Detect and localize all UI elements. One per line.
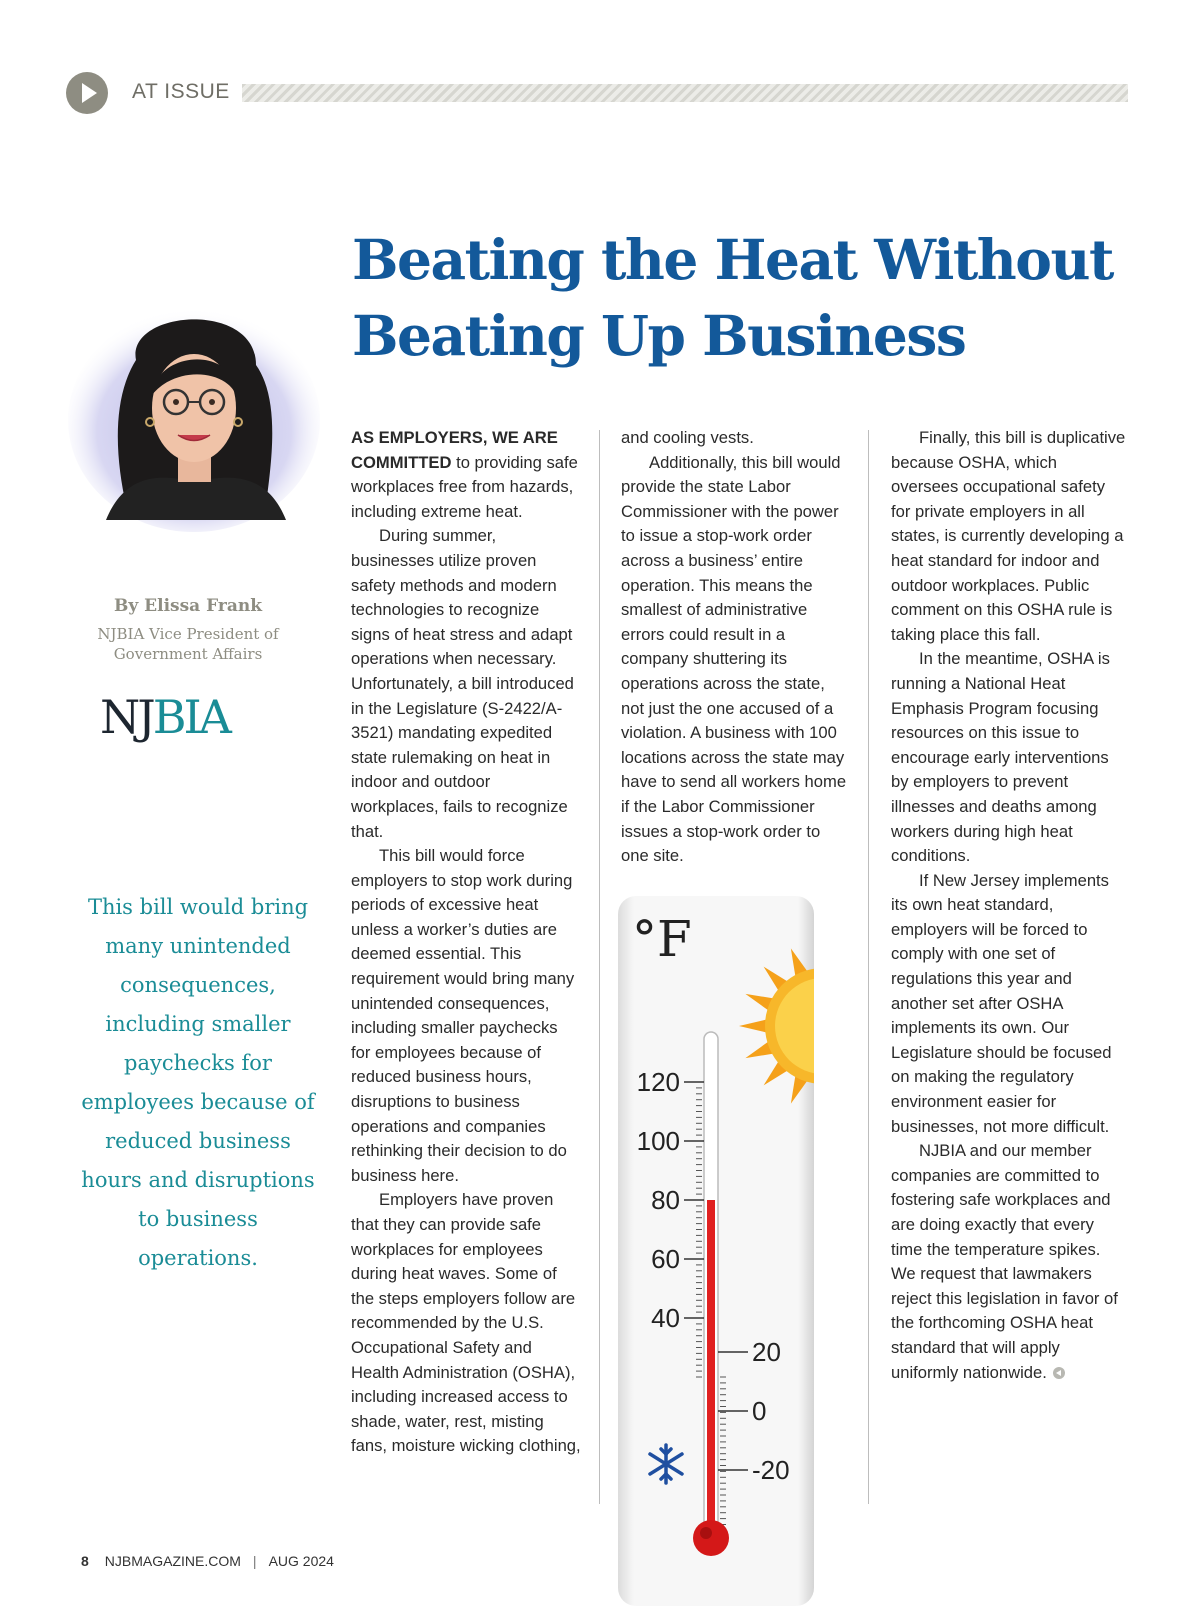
author-title (60, 624, 316, 664)
author-portrait (66, 290, 320, 540)
paragraph: In the meantime, OSHA is running a National Heat Emphasis Program focusing resources on this issue to encourage early interventions by employers to prevent illnesses and deaths among workers during high heat conditions. (891, 649, 1110, 866)
end-mark-icon (1053, 1367, 1065, 1379)
thermometer-illustration (618, 896, 858, 1606)
section-header (66, 70, 1128, 114)
sun-ray (816, 1082, 829, 1110)
author-name: By Elissa Frank (114, 596, 262, 616)
page-footer (81, 1553, 334, 1569)
tick-label: 80 (651, 1185, 680, 1215)
lead-in-caps: AS EMPLOYERS, WE ARE COMMITTED (351, 428, 558, 472)
paragraph-text: to providing safe workplaces free from hazards, including extreme heat. (351, 452, 578, 521)
paragraph: This bill would force employers to stop work during periods of excessive heat unless a worker’s duties are deemed essential. This requirement would bring many unintended consequences, including smaller paychecks for employees because of reduced business hours, disruptions to business operations and companies rethinking their decision to do business here. (351, 846, 575, 1185)
article-column-1 (351, 426, 581, 1459)
article-headline (352, 222, 1132, 374)
tick-label: 60 (651, 1244, 680, 1274)
tick-label: 100 (636, 1126, 680, 1156)
footer-issue: AUG 2024 (268, 1553, 334, 1569)
paragraph: Finally, this bill is duplicative because OSHA, which oversees occupational safety for private employers in all states, is currently developing a heat standard for indoor and outdoor workplaces. Public comment on this OSHA rule is taking place this fall. (891, 428, 1126, 644)
paragraph: Additionally, this bill would provide the state Labor Commissioner with the power to issue a stop-work order across a business’ entire operation. This means the smallest of administrative errors could result in a company shuttering its operations across the state, not just the one accused of a violation. A business with 100 locations across the state may have to send all workers home if the Labor Commissioner issues a stop-work order to one site. (621, 452, 847, 866)
logo-nj: NJ (100, 690, 153, 744)
section-label: AT ISSUE (132, 80, 230, 103)
byline (60, 596, 316, 664)
article-column-3 (891, 426, 1126, 1385)
headline-line-1: Beating the Heat Without (352, 227, 1113, 292)
sun-ray (816, 942, 829, 970)
logo-bia: BIA (152, 690, 229, 744)
headline-line-2: Beating Up Business (352, 303, 966, 368)
paragraph (891, 1139, 1126, 1385)
tick-label: 40 (651, 1303, 680, 1333)
paragraph-text: NJBIA and our member companies are committed to fostering safe workplaces and are doing exactly that every time the temperature spikes. We request that lawmakers reject this legislation in favor of the forthcoming OSHA heat standard that will apply uniformly nationwide. (891, 1141, 1118, 1382)
footer-separator: | (252, 1553, 257, 1569)
tick-label: 0 (752, 1396, 767, 1426)
njbia-logo (100, 690, 290, 750)
tick-label: -20 (752, 1455, 790, 1485)
tick-label: 20 (752, 1337, 781, 1367)
author-title-line-2: Government Affairs (113, 645, 263, 663)
sun-ray (838, 948, 855, 977)
paragraph (351, 426, 581, 524)
column-divider (599, 430, 600, 1504)
author-title-line-1: NJBIA Vice President of (97, 625, 279, 643)
unit-label: °F (632, 910, 692, 968)
pull-quote: This bill would bring many unintended consequences, including smaller paychecks for employees because of reduced business hours and disruptions to business operations. (81, 895, 315, 1270)
paragraph: If New Jersey implements its own heat standard, employers will be forced to comply with one set of regulations this year and another set after OSHA implements its own. Our Legislature should be focused on making the regulatory environment easier for businesses, not more difficult. (891, 870, 1112, 1136)
thermometer-bulb (693, 1520, 729, 1556)
footer-site: NJBMAGAZINE.COM (104, 1553, 241, 1569)
paragraph: During summer, businesses utilize proven safety methods and modern technologies to recognize signs of heat stress and adapt operations when necessary. Unfortunately, a bill introduced in the Legislature (S-2422/A-3521) mandating expedited state rulemaking on heat in indoor and outdoor workplaces, fails to recognize that. (351, 526, 574, 841)
sun-ray (838, 1075, 855, 1104)
paragraph: Employers have proven that they can provide safe workplaces for employees during heat waves. Some of the steps employers follow are recommended by the U.S. Occupational Safety and Health Administration (OSHA), including increased access to shade, water, rest, misting fans, moisture wicking clothing, (351, 1190, 581, 1456)
tick-label: 120 (636, 1067, 680, 1097)
column-divider (868, 430, 869, 1504)
play-icon (66, 72, 108, 114)
page-number: 8 (81, 1553, 89, 1569)
article-column-2 (621, 426, 851, 869)
paragraph: and cooling vests. (621, 428, 754, 447)
mercury-column (707, 1200, 715, 1538)
header-divider (242, 84, 1128, 102)
